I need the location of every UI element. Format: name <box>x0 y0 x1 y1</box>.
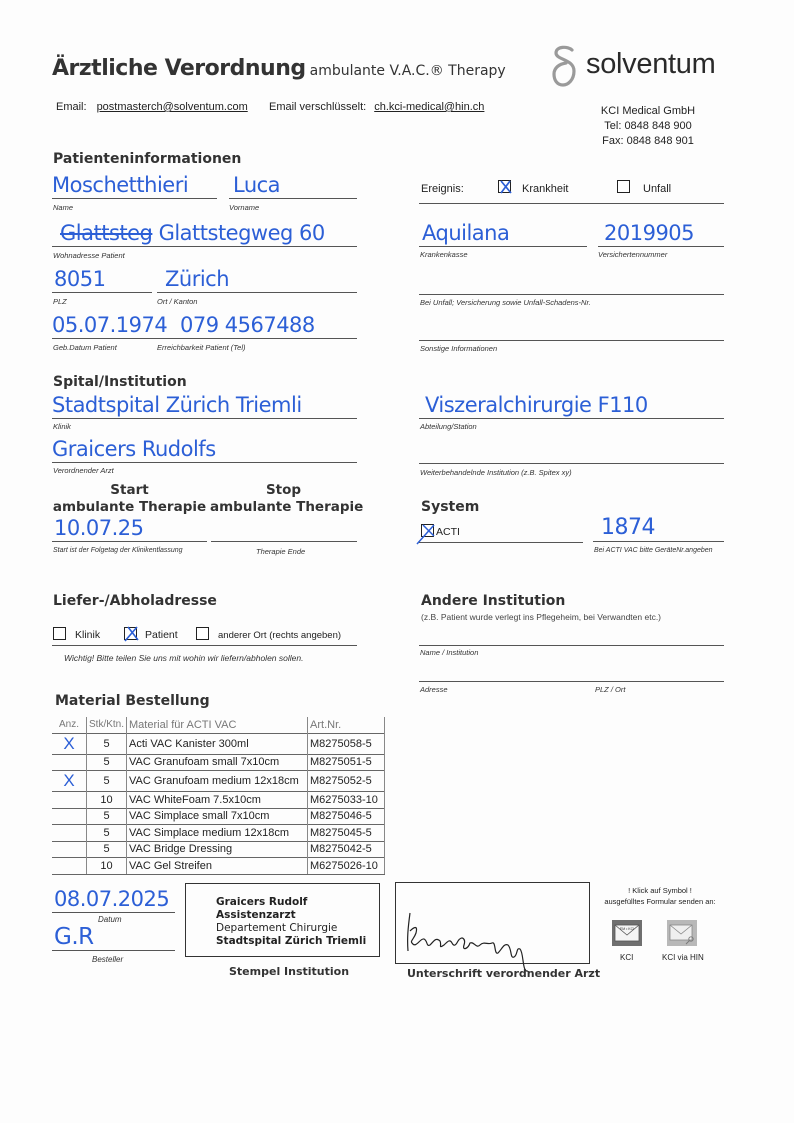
delivery-note: Wichtig! Bitte teilen Sie uns mit wohin wir liefern/abholen sollen. <box>64 653 304 663</box>
unfall-checkbox[interactable] <box>617 180 630 193</box>
anz-cell[interactable] <box>52 792 87 809</box>
send-kci-label: KCI <box>620 953 634 962</box>
stk-cell: 10 <box>87 858 127 875</box>
besteller-field[interactable] <box>52 925 175 951</box>
ereignis-label: Ereignis: <box>421 183 464 195</box>
stamp-line: Departement Chirurgie <box>216 922 338 934</box>
divider <box>419 542 583 543</box>
artnr-cell: M6275026-10 <box>308 858 385 875</box>
table-row <box>52 858 385 875</box>
name-field[interactable] <box>52 172 217 199</box>
krankenkasse-field[interactable] <box>419 220 587 247</box>
anz-cell[interactable] <box>52 825 87 842</box>
title-subtitle: ambulante V.A.C.® Therapy <box>309 63 506 79</box>
table-row <box>52 771 385 792</box>
check-x-icon <box>123 625 140 642</box>
stamp-line: Graicers Rudolf <box>216 896 308 908</box>
solventum-logo-icon <box>548 44 582 88</box>
stk-cell: 5 <box>87 825 127 842</box>
krankheit-checkbox[interactable] <box>498 180 511 193</box>
other-institution-heading: Andere Institution <box>421 593 566 609</box>
artnr-cell: M8275051-5 <box>308 754 385 771</box>
anderer-ort-checkbox[interactable] <box>196 627 209 640</box>
phone-value: 079 4567488 <box>180 313 315 337</box>
phone-label: Erreichbarkeit Patient (Tel) <box>157 343 246 352</box>
stop-heading <box>210 482 364 516</box>
klinik-checkbox[interactable] <box>53 627 66 640</box>
address-field[interactable] <box>52 220 357 247</box>
email-row <box>56 101 248 113</box>
anderer-ort-label: anderer Ort (rechts angeben) <box>218 630 342 641</box>
send-hint-2: ausgefülltes Formular senden an: <box>604 897 716 906</box>
stamp-line: Assistenzarzt <box>216 909 296 921</box>
artnr-cell: M8275046-5 <box>308 808 385 825</box>
table-row <box>52 841 385 858</box>
krankenkasse-value: Aquilana <box>422 221 510 245</box>
acti-label: ACTI <box>436 526 460 538</box>
system-heading: System <box>421 499 480 515</box>
krankenkasse-label: Krankenkasse <box>420 250 468 259</box>
versichertennummer-value: 2019905 <box>604 221 695 245</box>
versichertennummer-field[interactable] <box>598 220 724 247</box>
stop-caption: Therapie Ende <box>256 547 306 556</box>
versichertennummer-label: Versichertennummer <box>598 250 668 259</box>
klinik-field[interactable] <box>52 392 357 419</box>
start-heading-2: ambulante Therapie <box>52 499 207 515</box>
delivery-heading: Liefer-/Abholadresse <box>53 593 217 609</box>
email-encrypted-row <box>269 101 484 113</box>
material-heading: Material Bestellung <box>55 693 210 709</box>
stk-cell: 5 <box>87 733 127 754</box>
email-encrypted-label: Email verschlüsselt: <box>269 101 367 113</box>
envelope-key-icon <box>667 920 697 946</box>
vorname-field[interactable] <box>229 172 357 199</box>
material-cell: Acti VAC Kanister 300ml <box>127 733 308 754</box>
datum-value: 08.07.2025 <box>54 887 170 911</box>
table-row <box>52 733 385 754</box>
birth-phone-field[interactable] <box>52 312 357 339</box>
artnr-cell: M8275045-5 <box>308 825 385 842</box>
klinik-option-label: Klinik <box>75 629 101 641</box>
material-table <box>52 717 385 875</box>
plz-label: PLZ <box>53 297 67 306</box>
anz-cell[interactable] <box>52 858 87 875</box>
device-number-value: 1874 <box>601 515 655 540</box>
arzt-value: Graicers Rudolfs <box>52 437 216 461</box>
abteilung-field[interactable] <box>419 392 724 419</box>
material-cell: VAC WhiteFoam 7.5x10cm <box>127 792 308 809</box>
other-plz-label: PLZ / Ort <box>595 685 626 694</box>
email-link[interactable]: postmasterch@solventum.com <box>96 101 248 113</box>
email-encrypted-link[interactable]: ch.kci-medical@hin.ch <box>374 101 485 113</box>
table-row <box>52 792 385 809</box>
table-row <box>52 825 385 842</box>
patient-option-label: Patient <box>145 629 178 641</box>
material-cell: VAC Simplace small 7x10cm <box>127 808 308 825</box>
company-name: KCI Medical GmbH <box>600 105 696 117</box>
other-address-label: Adresse <box>420 685 448 694</box>
envelope-icon <box>612 920 642 946</box>
start-field[interactable] <box>52 515 207 542</box>
stk-cell: 5 <box>87 754 127 771</box>
stop-heading-1: Stop <box>265 482 302 498</box>
stk-cell: 5 <box>87 771 127 792</box>
artnr-cell: M8275052-5 <box>308 771 385 792</box>
start-caption: Start ist der Folgetag der Klinikentlassung <box>53 547 183 554</box>
title-main: Ärztliche Verordnung <box>52 56 306 81</box>
check-x-icon <box>497 178 514 195</box>
anz-cell[interactable]: X <box>52 733 87 754</box>
anz-cell[interactable] <box>52 808 87 825</box>
material-cell: VAC Bridge Dressing <box>127 841 308 858</box>
other-institution-hint: (z.B. Patient wurde verlegt ins Pflegeheim, bei Verwandten etc.) <box>421 612 662 622</box>
unfall-versicherung-field[interactable] <box>419 268 724 295</box>
table-row <box>52 808 385 825</box>
device-number-caption: Bei ACTI VAC bitte GeräteNr.angeben <box>594 547 713 554</box>
send-hint-1: ! Klick auf Symbol ! <box>628 886 692 895</box>
plz-field[interactable] <box>52 266 152 293</box>
unfall-label: Unfall <box>643 183 672 195</box>
datum-field[interactable] <box>52 888 175 913</box>
address-value-wrap <box>60 222 325 244</box>
sonstige-label: Sonstige Informationen <box>420 344 498 353</box>
address-value: Glattstegweg 60 <box>158 221 325 245</box>
envelope-stamp-text: EM • KCI <box>619 927 635 931</box>
divider <box>419 203 724 204</box>
patient-checkbox[interactable] <box>124 627 137 640</box>
signature-label: Unterschrift verordnender Arzt <box>407 967 601 980</box>
vorname-label: Vorname <box>229 203 260 212</box>
artnr-cell: M8275042-5 <box>308 841 385 858</box>
artnr-cell: M8275058-5 <box>308 733 385 754</box>
signature-box[interactable] <box>395 882 590 964</box>
table-row <box>52 754 385 771</box>
document-title <box>52 56 506 81</box>
vorname-value: Luca <box>233 173 281 197</box>
device-number-field[interactable] <box>593 515 724 542</box>
send-kci-button[interactable] <box>612 920 642 946</box>
weiterbehandelnde-label: Weiterbehandelnde Institution (z.B. Spitex xy) <box>420 468 572 477</box>
send-hint <box>590 885 730 907</box>
col-artnr: Art.Nr. <box>308 717 385 733</box>
besteller-label: Besteller <box>92 955 124 964</box>
start-heading-1: Start <box>110 482 149 498</box>
material-cell: VAC Granufoam medium 12x18cm <box>127 771 308 792</box>
name-label: Name <box>53 203 74 212</box>
besteller-value: G.R <box>54 924 94 950</box>
other-address-field[interactable] <box>419 656 724 682</box>
artnr-cell: M6275033-10 <box>308 792 385 809</box>
institution-stamp <box>185 883 380 957</box>
ort-label: Ort / Kanton <box>157 297 198 306</box>
abteilung-value: Viszeralchirurgie F110 <box>425 393 648 417</box>
company-contact <box>560 104 736 149</box>
stk-cell: 5 <box>87 841 127 858</box>
company-tel: Tel: 0848 848 900 <box>604 120 692 132</box>
address-struck-value: Glattsteg <box>60 221 153 245</box>
abteilung-label: Abteilung/Station <box>420 422 477 431</box>
anz-cell[interactable] <box>52 841 87 858</box>
send-kci-hin-button[interactable] <box>667 920 697 946</box>
stop-field[interactable] <box>211 515 357 542</box>
col-anz: Anz. <box>58 719 79 731</box>
ort-field[interactable] <box>157 266 357 293</box>
stk-cell: 5 <box>87 808 127 825</box>
company-fax: Fax: 0848 848 901 <box>602 135 694 147</box>
birth-label: Geb.Datum Patient <box>53 343 117 352</box>
divider <box>52 645 357 646</box>
anz-cell[interactable] <box>52 754 87 771</box>
start-heading <box>52 482 207 516</box>
klinik-value: Stadtspital Zürich Triemli <box>52 393 302 417</box>
klinik-label: Klinik <box>53 422 71 431</box>
stamp-line: Stadtspital Zürich Triemli <box>216 935 367 947</box>
ort-value: Zürich <box>165 267 230 291</box>
arzt-field[interactable] <box>52 436 357 463</box>
col-material: Material für ACTI VAC <box>127 717 308 733</box>
stk-cell: 10 <box>87 792 127 809</box>
material-table-header <box>52 717 385 733</box>
weiterbehandelnde-field[interactable] <box>419 437 724 464</box>
start-value: 10.07.25 <box>54 516 144 540</box>
stop-heading-2: ambulante Therapie <box>210 499 364 515</box>
anz-cell[interactable]: X <box>52 771 87 792</box>
material-cell: VAC Simplace medium 12x18cm <box>127 825 308 842</box>
arzt-label: Verordnender Arzt <box>53 466 114 475</box>
plz-value: 8051 <box>54 267 106 291</box>
stamp-label: Stempel Institution <box>229 965 350 978</box>
material-cell: VAC Granufoam small 7x10cm <box>127 754 308 771</box>
other-name-field[interactable] <box>419 620 724 646</box>
col-stk: Stk/Ktn. <box>87 717 127 733</box>
material-cell: VAC Gel Streifen <box>127 858 308 875</box>
send-kci-hin-label: KCI via HIN <box>662 953 704 962</box>
sonstige-field[interactable] <box>419 314 724 341</box>
unfall-versicherung-label: Bei Unfall; Versicherung sowie Unfall-Schadens-Nr. <box>420 298 591 307</box>
datum-label: Datum <box>98 915 122 924</box>
birth-value: 05.07.1974 <box>52 313 168 337</box>
institution-heading: Spital/Institution <box>53 374 187 390</box>
krankheit-label: Krankheit <box>522 183 569 195</box>
patient-heading: Patienteninformationen <box>53 151 242 167</box>
address-label: Wohnadresse Patient <box>53 251 125 260</box>
other-name-label: Name / Institution <box>420 648 479 657</box>
acti-checkbox[interactable] <box>421 524 434 537</box>
solventum-logo-text: solventum <box>586 48 716 80</box>
email-label: Email: <box>56 101 87 113</box>
name-value: Moschetthieri <box>52 173 189 197</box>
